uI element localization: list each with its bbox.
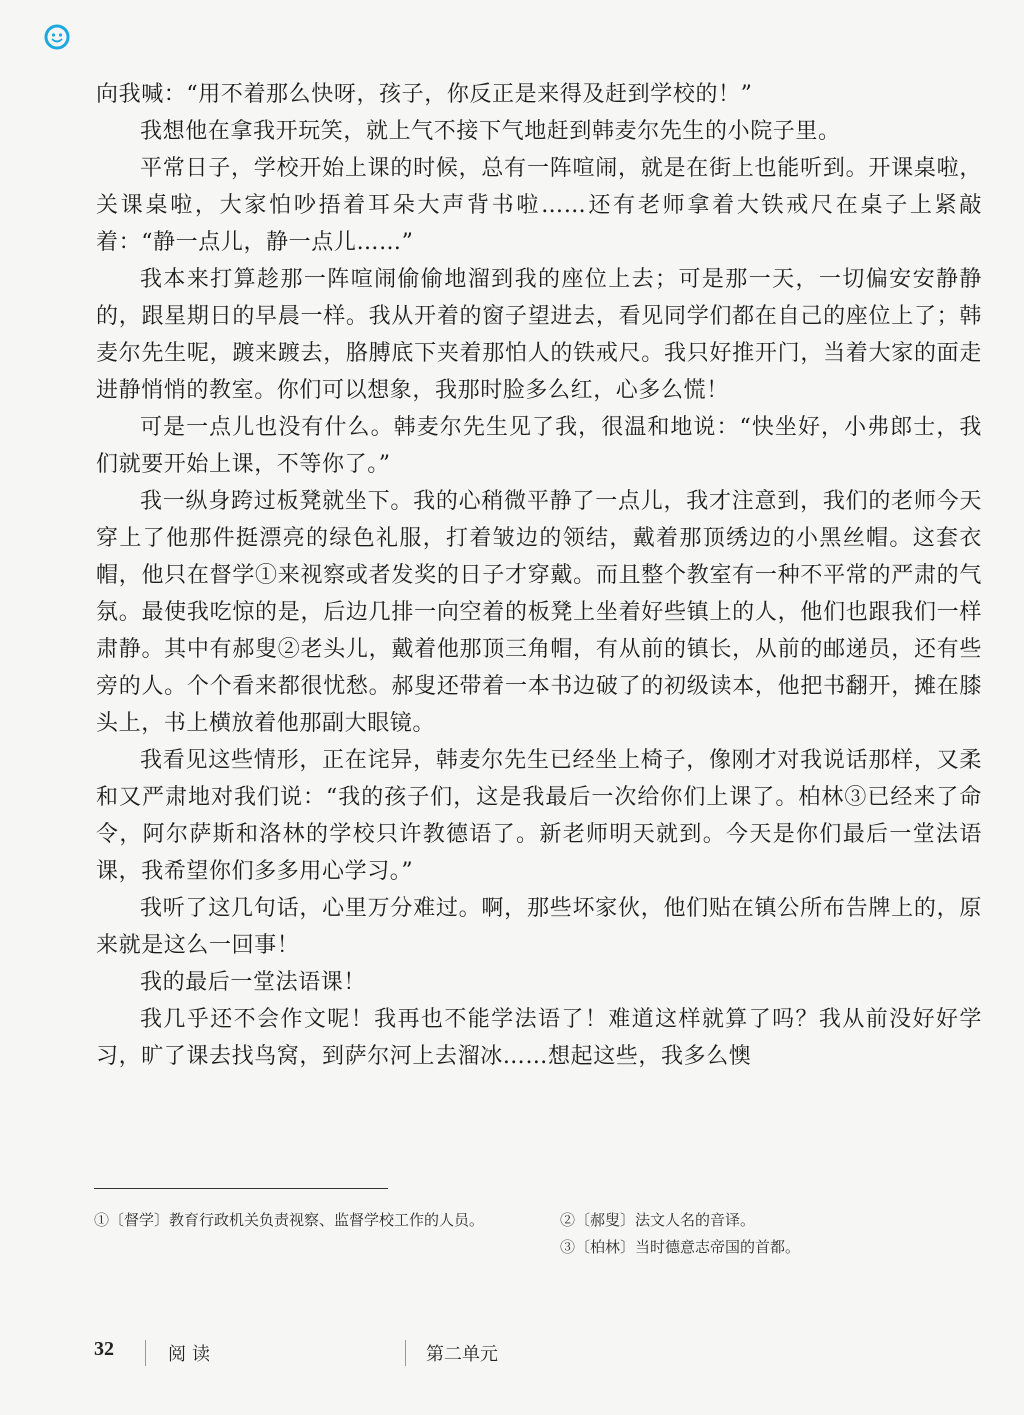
paragraph: 我的最后一堂法语课！ (140, 970, 367, 995)
paragraph: 可是一点儿也没有什么。韩麦尔先生见了我，很温和地说：“快坐好，小弗郎士，我们就要开始上课，不等你了。” (96, 415, 982, 477)
main-text (96, 76, 982, 1075)
paragraph: 我本来打算趁那一阵喧闹偷偷地溜到我的座位上去；可是那一天，一切偏安安静静的，跟星期日的早晨一样。我从开着的窗子望进去，看见同学们都在自己的座位上了；韩麦尔先生呢，踱来踱去，胳膊底下夹着那怕人的铁戒尺。我只好推开门，当着大家的面走进静悄悄的教室。你们可以想象，我那时脸多么红，心多么慌！ (96, 267, 982, 403)
page-number: 32 (94, 1338, 114, 1360)
footer-divider (145, 1340, 146, 1366)
smiley-face-icon (44, 24, 70, 50)
section-label: 阅读 (168, 1344, 216, 1365)
unit-label: 第二单元 (426, 1344, 498, 1365)
footnote: ③〔柏林〕当时德意志帝国的首都。 (560, 1238, 801, 1256)
footnotes-right (560, 1207, 980, 1261)
footnote-divider (94, 1188, 388, 1189)
footnotes-left (94, 1207, 524, 1234)
paragraph: 我想他在拿我开玩笑，就上气不接下气地赶到韩麦尔先生的小院子里。 (140, 119, 841, 144)
footnote: ①〔督学〕教育行政机关负责视察、监督学校工作的人员。 (94, 1211, 485, 1229)
footnote: ②〔郝叟〕法文人名的音译。 (560, 1211, 756, 1229)
paragraph: 向我喊：“用不着那么快呀，孩子，你反正是来得及赶到学校的！” (96, 82, 753, 107)
paragraph: 平常日子，学校开始上课的时候，总有一阵喧闹，就是在街上也能听到。开课桌啦，关课桌啦，大家怕吵捂着耳朵大声背书啦……还有老师拿着大铁戒尺在桌子上紧敲着：“静一点儿，静一点儿……” (96, 156, 982, 255)
paragraph: 我看见这些情形，正在诧异，韩麦尔先生已经坐上椅子，像刚才对我说话那样，又柔和又严肃地对我们说：“我的孩子们，这是我最后一次给你们上课了。柏林③已经来了命令，阿尔萨斯和洛林的学校只许教德语了。新老师明天就到。今天是你们最后一堂法语课，我希望你们多多用心学习。” (96, 748, 982, 884)
paragraph: 我一纵身跨过板凳就坐下。我的心稍微平静了一点儿，我才注意到，我们的老师今天穿上了他那件挺漂亮的绿色礼服，打着皱边的领结，戴着那顶绣边的小黑丝帽。这套衣帽，他只在督学①来视察或者发奖的日子才穿戴。而且整个教室有一种不平常的严肃的气氛。最使我吃惊的是，后边几排一向空着的板凳上坐着好些镇上的人，他们也跟我们一样肃静。其中有郝叟②老头儿，戴着他那顶三角帽，有从前的镇长，从前的邮递员，还有些旁的人。个个看来都很忧愁。郝叟还带着一本书边破了的初级读本，他把书翻开，摊在膝头上，书上横放着他那副大眼镜。 (96, 489, 982, 736)
paragraph: 我听了这几句话，心里万分难过。啊，那些坏家伙，他们贴在镇公所布告牌上的，原来就是这么一回事！ (96, 896, 982, 958)
paragraph: 我几乎还不会作文呢！我再也不能学法语了！难道这样就算了吗？我从前没好好学习，旷了课去找鸟窝，到萨尔河上去溜冰……想起这些，我多么懊 (96, 1007, 982, 1069)
footer-divider (405, 1340, 406, 1366)
page-footer (0, 1338, 1024, 1368)
